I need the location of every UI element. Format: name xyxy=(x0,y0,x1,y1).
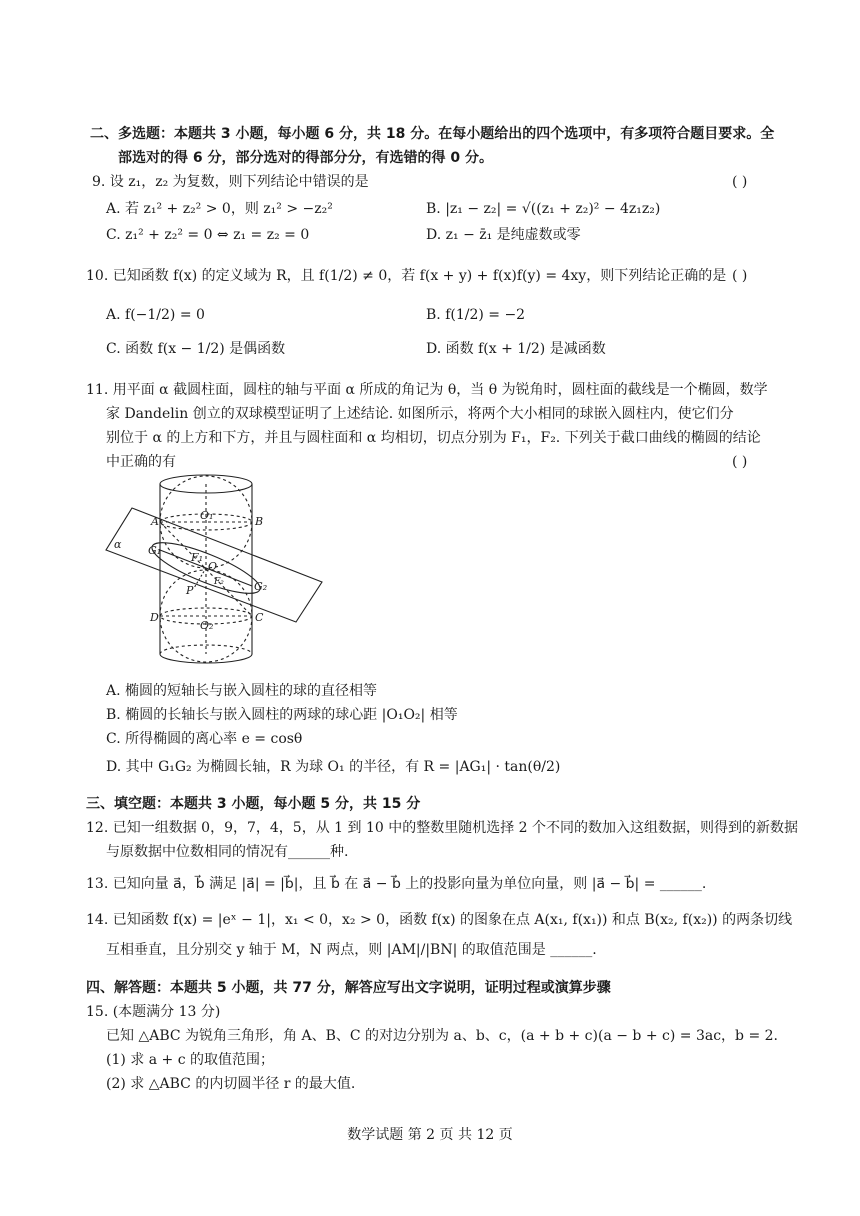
figure-label-g2: G₂ xyxy=(254,580,268,593)
figure-label-f1: F₁ xyxy=(191,551,204,564)
q10-stem: 10. 已知函数 f(x) 的定义域为 R，且 f(1/2) ≠ 0，若 f(x + y) + f(x)f(y) = 4xy，则下列结论正确的是 xyxy=(86,268,727,284)
q15-stem: 已知 △ABC 为锐角三角形，角 A、B、C 的对边分别为 a、b、c，(a + b + c)(a − b + c) = 3ac，b = 2. xyxy=(106,1028,778,1044)
q11-line2: 家 Dandelin 创立的双球模型证明了上述结论. 如图所示，将两个大小相同的球嵌入圆柱内，使它们分 xyxy=(106,406,734,422)
q9-option-b: B. |z₁ − z₂| = √((z₁ + z₂)² − 4z₁z₂) xyxy=(426,201,661,217)
q15-part2: (2) 求 △ABC 的内切圆半径 r 的最大值. xyxy=(106,1076,356,1092)
section3-heading: 三、填空题：本题共 3 小题，每小题 5 分，共 15 分 xyxy=(86,796,421,812)
figure-label-o: O xyxy=(208,560,218,573)
q11-option-c: C. 所得椭圆的离心率 e = cosθ xyxy=(106,731,303,747)
q10-option-a: A. f(−1/2) = 0 xyxy=(106,307,205,323)
q10-option-b: B. f(1/2) = −2 xyxy=(426,307,526,323)
q11-line4: 中正确的有 xyxy=(106,454,176,470)
q11-line3: 别位于 α 的上方和下方，并且与圆柱面和 α 均相切，切点分别为 F₁，F₂. 下列关于截口曲线的椭圆的结论 xyxy=(106,430,761,446)
q9-option-c: C. z₁² + z₂² = 0 ⇔ z₁ = z₂ = 0 xyxy=(106,227,310,243)
figure-label-o1: O₁ xyxy=(200,509,214,522)
figure-label-f2: F₂ xyxy=(214,577,224,587)
q11-option-a: A. 椭圆的短轴长与嵌入圆柱的球的直径相等 xyxy=(106,683,378,699)
q11-line1: 11. 用平面 α 截圆柱面，圆柱的轴与平面 α 所成的角记为 θ，当 θ 为锐角时，圆柱面的截线是一个椭圆，数学 xyxy=(86,382,768,398)
page-footer: 数学试题 第 2 页 共 12 页 xyxy=(347,1127,513,1143)
figure-label-d: D xyxy=(150,611,159,624)
q9-option-a: A. 若 z₁² + z₂² > 0，则 z₁² > −z₂² xyxy=(106,201,333,217)
figure-label-g1: G₁ xyxy=(148,544,162,557)
section2-heading-line2: 部选对的得 6 分，部分选对的得部分分，有选错的得 0 分。 xyxy=(118,150,493,166)
q9-answer-paren: ( ) xyxy=(732,174,748,190)
section2-heading-line1: 二、多选题：本题共 3 小题，每小题 6 分，共 18 分。在每小题给出的四个选项中，有多项符合题目要求。全 xyxy=(90,126,775,142)
q11-answer-paren: ( ) xyxy=(732,454,748,470)
q12-line1: 12. 已知一组数据 0，9，7，4，5，从 1 到 10 中的整数里随机选择 2 个不同的数加入这组数据，则得到的新数据 xyxy=(86,820,799,836)
q10-answer-paren: ( ) xyxy=(732,268,748,284)
figure-label-p: P xyxy=(186,584,194,597)
q14-line2: 互相垂直，且分别交 y 轴于 M，N 两点，则 |AM|/|BN| 的取值范围是 ______. xyxy=(106,942,597,958)
q12-line2: 与原数据中位数相同的情况有______种. xyxy=(106,844,349,860)
q15-title: 15. (本题满分 13 分) xyxy=(86,1004,221,1020)
q14-line1: 14. 已知函数 f(x) = |eˣ − 1|，x₁ < 0，x₂ > 0，函数 f(x) 的图象在点 A(x₁, f(x₁)) 和点 B(x₂, f(x₂)) 的两条切线 xyxy=(86,912,793,928)
figure-label-alpha: α xyxy=(114,538,122,551)
q11-option-b: B. 椭圆的长轴长与嵌入圆柱的两球的球心距 |O₁O₂| 相等 xyxy=(106,707,458,723)
q11-option-d: D. 其中 G₁G₂ 为椭圆长轴，R 为球 O₁ 的半径，有 R = |AG₁| · tan(θ/2) xyxy=(106,759,561,775)
q10-option-c: C. 函数 f(x − 1/2) 是偶函数 xyxy=(106,341,286,357)
q9-stem: 9. 设 z₁，z₂ 为复数，则下列结论中错误的是 xyxy=(92,174,369,190)
q13-line1: 13. 已知向量 a⃗，b⃗ 满足 |a⃗| = |b⃗|，且 b⃗ 在 a⃗ − b⃗ 上的投影向量为单位向量，则 |a⃗ − b⃗| = ______. xyxy=(86,876,707,892)
section4-heading: 四、解答题：本题共 5 小题，共 77 分，解答应写出文字说明，证明过程或演算步骤 xyxy=(86,980,611,996)
q15-part1: (1) 求 a + c 的取值范围； xyxy=(106,1052,274,1068)
figure-label-c: C xyxy=(255,611,264,624)
figure-label-a: A xyxy=(151,515,159,528)
figure-label-b: B xyxy=(255,515,264,528)
figure-label-o2: O₂ xyxy=(200,619,214,632)
dandelin-spheres-figure xyxy=(96,472,326,677)
q9-option-d: D. z₁ − z̄₁ 是纯虚数或零 xyxy=(426,227,581,243)
q10-option-d: D. 函数 f(x + 1/2) 是减函数 xyxy=(426,341,606,357)
